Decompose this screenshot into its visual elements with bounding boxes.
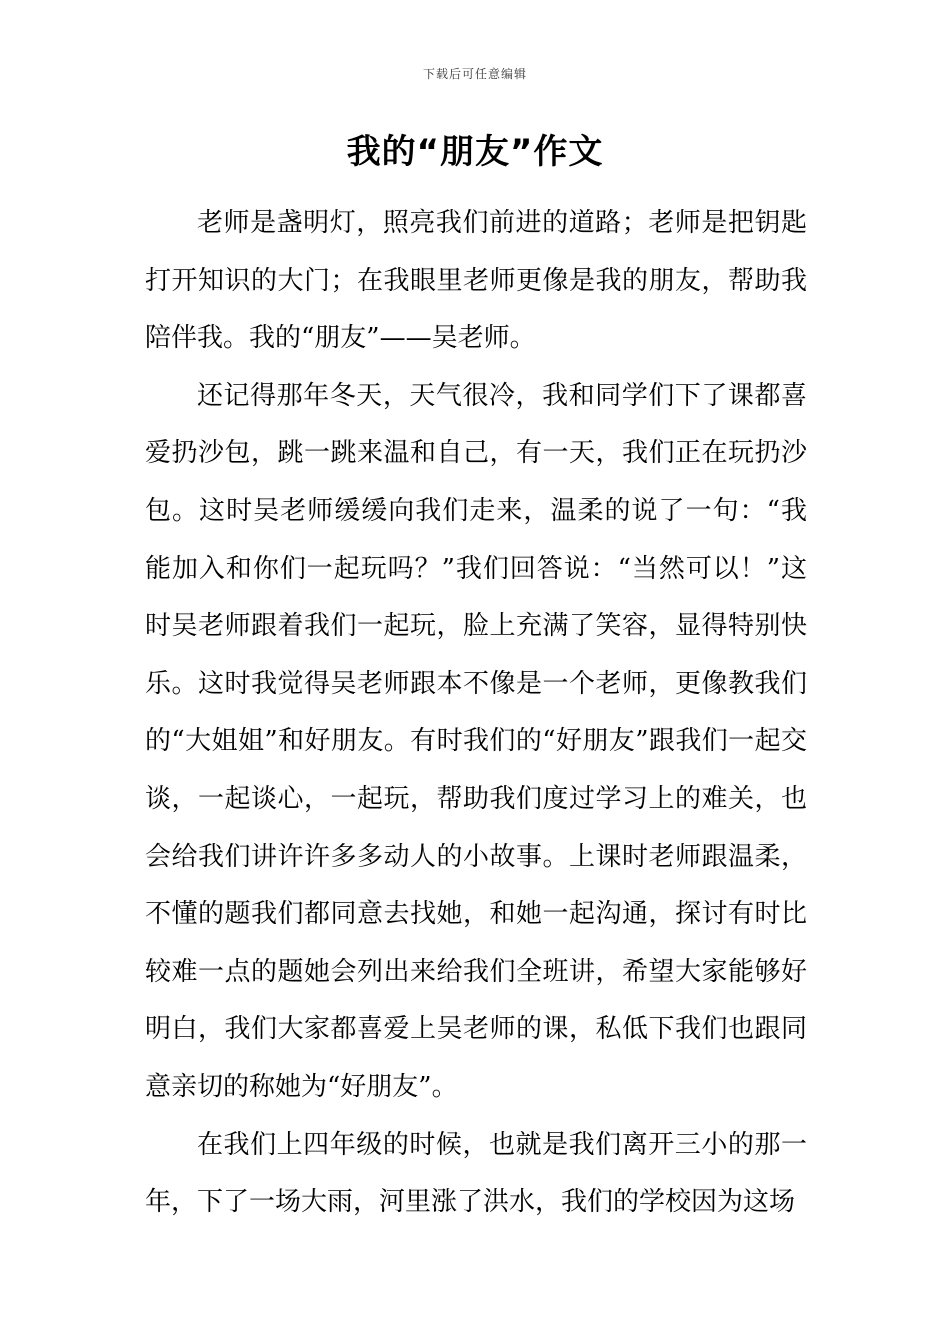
article-body [145, 195, 807, 1232]
paragraph-1: 老师是盏明灯，照亮我们前进的道路；老师是把钥匙打开知识的大门；在我眼里老师更像是我的朋友，帮助我陪伴我。我的“朋友”——吴老师。 [145, 208, 807, 354]
header-note: 下载后可任意编辑 [422, 67, 527, 81]
paragraph-3: 在我们上四年级的时候，也就是我们离开三小的那一年，下了一场大雨，河里涨了洪水，我们的学校因为这场 [145, 1129, 807, 1218]
page-title: 我的“朋友”作文 [346, 132, 604, 172]
paragraph-2: 还记得那年冬天，天气很冷，我和同学们下了课都喜爱扔沙包，跳一跳来温和自己，有一天，我们正在玩扔沙包。这时吴老师缓缓向我们走来，温柔的说了一句：“我能加入和你们一起玩吗？”我们回答说：“当然可以！”这时吴老师跟着我们一起玩，脸上充满了笑容，显得特别快乐。这时我觉得吴老师跟本不像是一个老师，更像教我们的“大姐姐”和好朋友。有时我们的“好朋友”跟我们一起交谈，一起谈心，一起玩，帮助我们度过学习上的难关，也会给我们讲许许多多动人的小故事。上课时老师跟温柔，不懂的题我们都同意去找她，和她一起沟通，探讨有时比较难一点的题她会列出来给我们全班讲，希望大家能够好明白，我们大家都喜爱上吴老师的课，私低下我们也跟同意亲切的称她为“好朋友”。 [145, 380, 807, 1102]
